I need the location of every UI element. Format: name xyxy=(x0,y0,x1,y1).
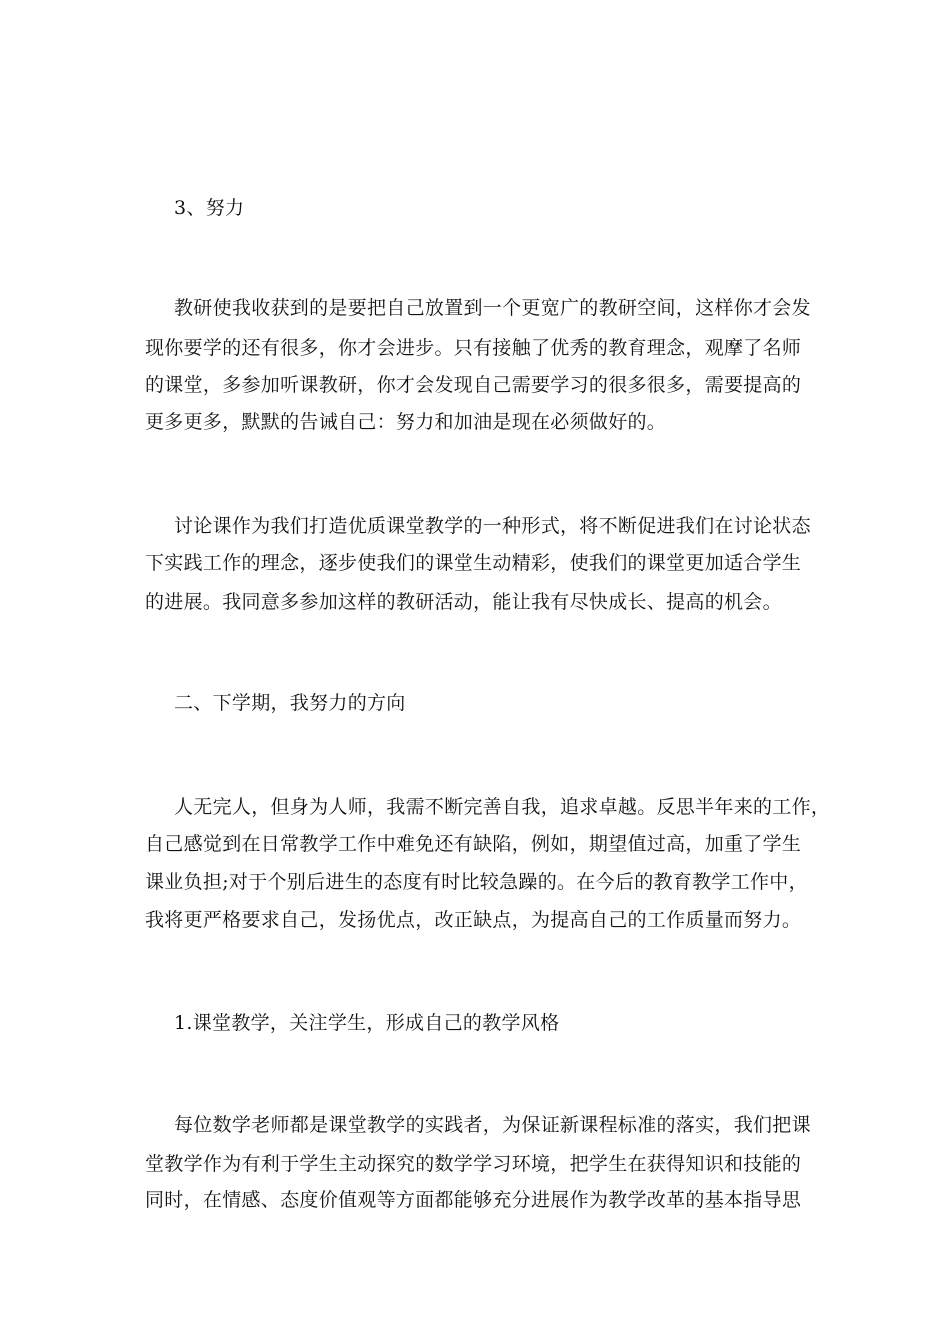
paragraph-line: 的进展。我同意多参加这样的教研活动，能让我有尽快成长、提高的机会。 xyxy=(145,591,782,613)
paragraph-line: 的课堂，多参加听课教研，你才会发现自己需要学习的很多很多，需要提高的 xyxy=(145,374,802,396)
paragraph-line: 教研使我收获到的是要把自己放置到一个更宽广的教研空间，这样你才会发 xyxy=(174,297,811,319)
paragraph-line: 更多更多，默默的告诫自己：努力和加油是现在必须做好的。 xyxy=(145,411,667,433)
paragraph-line: 堂教学作为有利于学生主动探究的数学学习环境，把学生在获得知识和技能的 xyxy=(145,1153,802,1175)
paragraph-line: 现你要学的还有很多，你才会进步。只有接触了优秀的教育理念，观摩了名师 xyxy=(145,337,802,359)
paragraph-line: 每位数学老师都是课堂教学的实践者，为保证新课程标准的落实，我们把课 xyxy=(174,1114,811,1136)
paragraph-line: 讨论课作为我们打造优质课堂教学的一种形式，将不断促进我们在讨论状态 xyxy=(174,515,811,537)
paragraph-line: 我将更严格要求自己，发扬优点，改正缺点，为提高自己的工作质量而努力。 xyxy=(145,909,802,931)
section-heading-next-term: 二、下学期，我努力的方向 xyxy=(174,692,406,714)
paragraph-line: 自己感觉到在日常教学工作中难免还有缺陷，例如，期望值过高，加重了学生 xyxy=(145,833,802,855)
paragraph-line: 下实践工作的理念，逐步使我们的课堂生动精彩，使我们的课堂更加适合学生 xyxy=(145,552,802,574)
paragraph-line: 人无完人，但身为人师，我需不断完善自我，追求卓越。反思半年来的工作， xyxy=(174,796,831,818)
paragraph-line: 同时，在情感、态度价值观等方面都能够充分进展作为教学改革的基本指导思 xyxy=(145,1189,802,1211)
section-heading-classroom-teaching: 1.课堂教学，关注学生，形成自己的教学风格 xyxy=(174,1012,560,1034)
section-heading-effort: 3、努力 xyxy=(174,197,245,219)
paragraph-line: 课业负担;对于个别后进生的态度有时比较急躁的。在今后的教育教学工作中， xyxy=(145,871,808,893)
